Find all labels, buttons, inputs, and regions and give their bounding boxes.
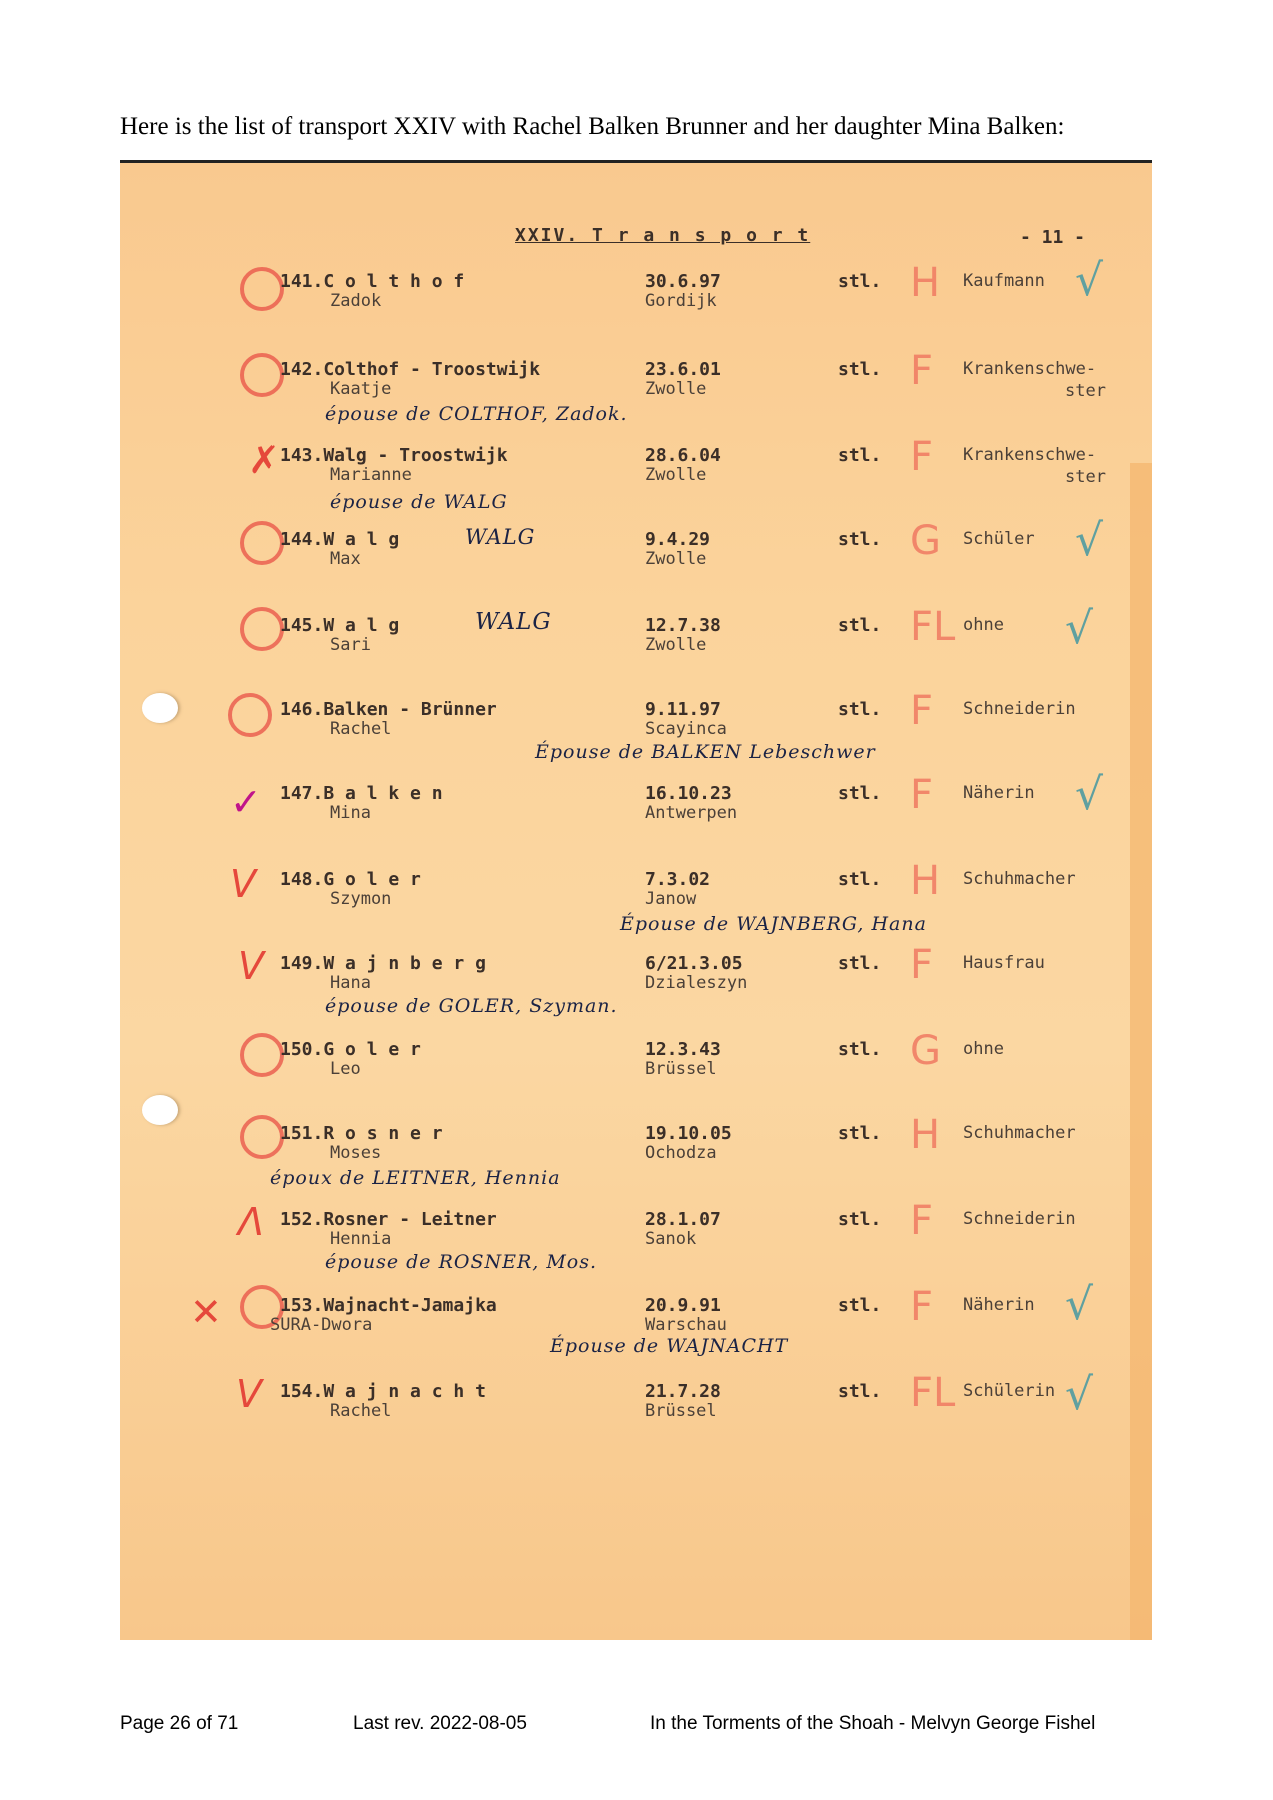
record-occupation: Schneiderin xyxy=(963,1209,1076,1229)
record-number-name: 143.Walg - Troostwijk xyxy=(280,445,508,466)
record-first-name: Max xyxy=(330,549,361,569)
record-birth-date: 30.6.97 xyxy=(645,271,721,292)
record-row xyxy=(120,348,1152,439)
record-first-name: Rachel xyxy=(330,1401,392,1421)
record-category-mark: F xyxy=(910,942,934,988)
record-status: stl. xyxy=(838,1039,882,1060)
record-occupation: Schuhmacher xyxy=(963,1123,1076,1143)
record-birth-date: 9.4.29 xyxy=(645,529,711,550)
record-first-name: Zadok xyxy=(330,291,382,311)
handwritten-note: Épouse de WAJNBERG, Hana xyxy=(620,913,927,935)
record-status: stl. xyxy=(838,1295,882,1316)
handwritten-note: épouse de GOLER, Szyman. xyxy=(325,995,618,1017)
record-first-name: Kaatje xyxy=(330,379,392,399)
record-number-name: 150.G o l e r xyxy=(280,1039,421,1060)
record-row xyxy=(120,1112,1152,1203)
red-check-mark: V xyxy=(238,944,264,988)
record-birth-date: 7.3.02 xyxy=(645,869,711,890)
record-row xyxy=(120,255,1152,351)
record-category-mark: F xyxy=(910,434,934,480)
record-birth-place: Gordijk xyxy=(645,291,717,311)
record-occupation: Näherin xyxy=(963,783,1035,803)
record-row xyxy=(120,434,1152,525)
red-circle-mark xyxy=(240,521,284,565)
handwritten-note: épouse de ROSNER, Mos. xyxy=(325,1251,598,1273)
record-category-mark: FL xyxy=(910,1370,956,1416)
record-status: stl. xyxy=(838,359,882,380)
record-birth-place: Zwolle xyxy=(645,379,707,399)
red-circle-mark xyxy=(240,1033,284,1077)
record-occupation: Näherin xyxy=(963,1295,1035,1315)
record-first-name: SURA-Dwora xyxy=(270,1315,373,1335)
red-circle-mark xyxy=(240,1115,284,1159)
record-occupation: Kaufmann xyxy=(963,271,1045,291)
record-number-name: 145.W a l g xyxy=(280,615,400,636)
handwritten-note: époux de LEITNER, Hennia xyxy=(270,1167,561,1189)
handwritten-note: Épouse de WAJNACHT xyxy=(550,1335,789,1357)
handwritten-note: épouse de COLTHOF, Zadok. xyxy=(325,403,628,425)
record-birth-date: 9.11.97 xyxy=(645,699,721,720)
record-occupation: Hausfrau xyxy=(963,953,1045,973)
record-number-name: 153.Wajnacht-Jamajka xyxy=(280,1295,497,1316)
red-check-mark: V xyxy=(230,862,256,906)
handwritten-note: WALG xyxy=(475,609,552,635)
record-number-name: 147.B a l k e n xyxy=(280,783,443,804)
record-first-name: Hana xyxy=(330,973,371,993)
record-number-name: 148.G o l e r xyxy=(280,869,421,890)
red-check-mark: Λ xyxy=(238,1200,264,1244)
record-number-name: 151.R o s n e r xyxy=(280,1123,443,1144)
record-first-name: Hennia xyxy=(330,1229,392,1249)
record-first-name: Moses xyxy=(330,1143,382,1163)
red-circle-mark xyxy=(240,607,284,651)
sheet-page-number: - 11 - xyxy=(1020,227,1086,248)
record-birth-place: Ochodza xyxy=(645,1143,717,1163)
record-row xyxy=(120,1369,1152,1461)
check-mark-icon: √ xyxy=(1075,769,1104,820)
record-row xyxy=(120,515,1152,609)
record-occupation: Krankenschwe- xyxy=(963,445,1097,465)
record-status: stl. xyxy=(838,1209,882,1230)
record-birth-place: Sanok xyxy=(645,1229,697,1249)
record-number-name: 146.Balken - Brünner xyxy=(280,699,497,720)
record-status: stl. xyxy=(838,1381,882,1402)
record-category-mark: H xyxy=(910,858,941,904)
handwritten-note: WALG xyxy=(465,525,536,549)
record-number-name: 152.Rosner - Leitner xyxy=(280,1209,497,1230)
check-mark-icon: √ xyxy=(1065,603,1094,654)
record-occupation-cont: ster xyxy=(1065,467,1106,487)
transport-list-scan xyxy=(120,160,1152,1640)
check-mark-icon: √ xyxy=(1065,1279,1094,1330)
record-birth-date: 12.7.38 xyxy=(645,615,721,636)
record-occupation: ohne xyxy=(963,1039,1004,1059)
record-first-name: Marianne xyxy=(330,465,412,485)
record-status: stl. xyxy=(838,445,882,466)
record-status: stl. xyxy=(838,529,882,550)
record-birth-place: Zwolle xyxy=(645,635,707,655)
record-category-mark: G xyxy=(910,1028,941,1074)
record-status: stl. xyxy=(838,869,882,890)
record-category-mark: F xyxy=(910,1198,934,1244)
footer-revision: Last rev. 2022-08-05 xyxy=(353,1713,527,1734)
red-circle-mark xyxy=(240,267,284,311)
record-category-mark: F xyxy=(910,688,934,734)
record-first-name: Leo xyxy=(330,1059,361,1079)
record-category-mark: F xyxy=(910,348,934,394)
footer-title: In the Torments of the Shoah - Melvyn George Fishel xyxy=(650,1713,1096,1734)
record-category-mark: FL xyxy=(910,604,956,650)
record-row xyxy=(120,769,1152,863)
record-occupation: Krankenschwe- xyxy=(963,359,1097,379)
record-birth-place: Zwolle xyxy=(645,549,707,569)
handwritten-note: épouse de WALG xyxy=(330,491,508,513)
record-number-name: 149.W a j n b e r g xyxy=(280,953,486,974)
record-first-name: Sari xyxy=(330,635,371,655)
record-occupation: Schülerin xyxy=(963,1381,1056,1401)
record-birth-place: Brüssel xyxy=(645,1401,717,1421)
record-birth-date: 12.3.43 xyxy=(645,1039,721,1060)
red-x-mark: ✗ xyxy=(248,438,280,482)
record-row xyxy=(120,688,1152,779)
record-row xyxy=(120,1279,1152,1375)
record-birth-date: 28.6.04 xyxy=(645,445,721,466)
record-birth-date: 6/21.3.05 xyxy=(645,953,743,974)
handwritten-note: Épouse de BALKEN Lebeschwer xyxy=(535,741,876,763)
record-status: stl. xyxy=(838,1123,882,1144)
record-status: stl. xyxy=(838,699,882,720)
record-row xyxy=(120,1198,1152,1289)
record-number-name: 144.W a l g xyxy=(280,529,400,550)
record-category-mark: F xyxy=(910,772,934,818)
record-occupation: ohne xyxy=(963,615,1004,635)
check-mark-icon: √ xyxy=(1065,1369,1094,1420)
record-status: stl. xyxy=(838,953,882,974)
record-occupation-cont: ster xyxy=(1065,381,1106,401)
record-number-name: 142.Colthof - Troostwijk xyxy=(280,359,541,380)
footer-page-number: Page 26 of 71 xyxy=(120,1713,239,1734)
record-first-name: Rachel xyxy=(330,719,392,739)
record-first-name: Szymon xyxy=(330,889,392,909)
record-birth-place: Scayinca xyxy=(645,719,727,739)
record-birth-date: 19.10.05 xyxy=(645,1123,732,1144)
record-birth-place: Brüssel xyxy=(645,1059,717,1079)
record-birth-place: Janow xyxy=(645,889,697,909)
record-status: stl. xyxy=(838,615,882,636)
record-row xyxy=(120,1028,1152,1119)
record-row xyxy=(120,603,1152,695)
record-category-mark: G xyxy=(910,518,941,564)
record-birth-date: 16.10.23 xyxy=(645,783,732,804)
record-category-mark: H xyxy=(910,260,941,306)
record-birth-date: 20.9.91 xyxy=(645,1295,721,1316)
record-birth-date: 23.6.01 xyxy=(645,359,721,380)
magenta-check-icon: ✓ xyxy=(230,780,262,824)
record-birth-date: 28.1.07 xyxy=(645,1209,721,1230)
red-x-mark: ✕ xyxy=(190,1290,222,1334)
record-status: stl. xyxy=(838,271,882,292)
record-birth-place: Zwolle xyxy=(645,465,707,485)
record-occupation: Schüler xyxy=(963,529,1035,549)
record-occupation: Schneiderin xyxy=(963,699,1076,719)
intro-text: Here is the list of transport XXIV with Rachel Balken Brunner and her daughter Mina Balken: xyxy=(120,113,1065,140)
sheet-title: XXIV. T r a n s p o r t xyxy=(515,225,811,246)
record-birth-place: Antwerpen xyxy=(645,803,738,823)
record-category-mark: H xyxy=(910,1112,941,1158)
record-birth-date: 21.7.28 xyxy=(645,1381,721,1402)
check-mark-icon: √ xyxy=(1075,515,1104,566)
record-status: stl. xyxy=(838,783,882,804)
record-birth-place: Warschau xyxy=(645,1315,727,1335)
record-category-mark: F xyxy=(910,1284,934,1330)
record-row xyxy=(120,858,1152,949)
record-first-name: Mina xyxy=(330,803,371,823)
red-circle-mark xyxy=(240,353,284,397)
red-circle-mark xyxy=(228,693,272,737)
record-number-name: 154.W a j n a c h t xyxy=(280,1381,486,1402)
record-row xyxy=(120,942,1152,1033)
check-mark-icon: √ xyxy=(1075,255,1104,306)
record-birth-place: Dzialeszyn xyxy=(645,973,748,993)
record-number-name: 141.C o l t h o f xyxy=(280,271,465,292)
record-occupation: Schuhmacher xyxy=(963,869,1076,889)
red-check-mark: V xyxy=(236,1372,262,1416)
